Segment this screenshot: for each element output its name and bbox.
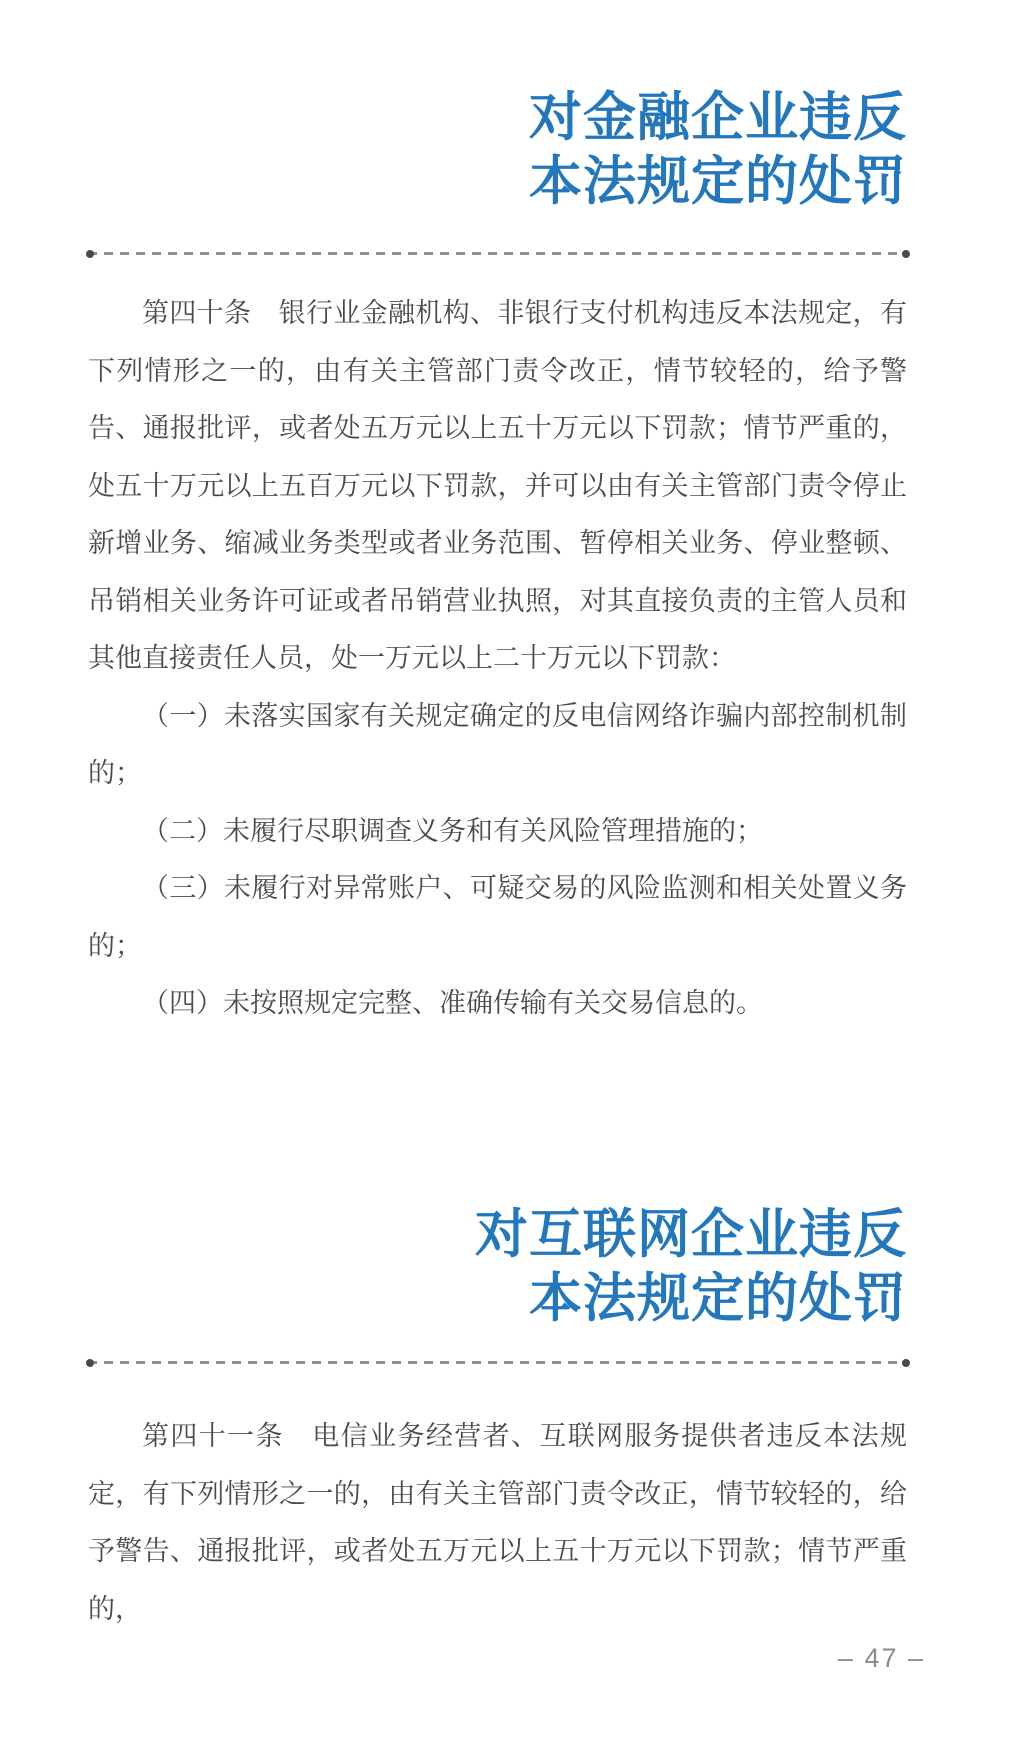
heading-line-1: 对金融企业违反 [529, 88, 907, 147]
section-body-finance [88, 285, 907, 1033]
heading-line-2: 本法规定的处罚 [529, 152, 907, 211]
section-heading-finance [88, 86, 907, 214]
list-item-2: （二）未履行尽职调查义务和有关风险管理措施的； [142, 815, 763, 846]
article-40-paragraph: 第四十条 银行业金融机构、非银行支付机构违反本法规定，有下列情形之一的，由有关主管部门责令改正，情节较轻的，给予警告、通报批评，或者处五万元以上五十万元以下罚款；情节严重的，处五十万元以上五百万元以下罚款，并可以由有关主管部门责令停止新增业务、缩减业务类型或者业务范围、暂停相关业务、停业整顿、吊销相关业务许可证或者吊销营业执照，对其直接负责的主管人员和其他直接责任人员，处一万元以上二十万元以下罚款： [88, 298, 907, 673]
list-item-3: （三）未履行对异常账户、可疑交易的风险监测和相关处置义务的； [88, 873, 907, 961]
section-body-internet [88, 1408, 907, 1638]
list-item-4: （四）未按照规定完整、准确传输有关交易信息的。 [142, 988, 763, 1018]
heading-line-1: 对互联网企业违反 [475, 1205, 907, 1264]
section-heading-internet [88, 1203, 907, 1331]
page-number: – 47 – [837, 1643, 925, 1673]
heading-line-2: 本法规定的处罚 [529, 1269, 907, 1328]
list-item-1: （一）未落实国家有关规定确定的反电信网络诈骗内部控制机制的； [88, 700, 907, 788]
dashed-divider [88, 252, 908, 255]
dashed-divider [88, 1361, 908, 1364]
article-41-paragraph: 第四十一条 电信业务经营者、互联网服务提供者违反本法规定，有下列情形之一的，由有关主管部门责令改正，情节较轻的，给予警告、通报批评，或者处五万元以上五十万元以下罚款；情节严重的， [88, 1421, 907, 1624]
